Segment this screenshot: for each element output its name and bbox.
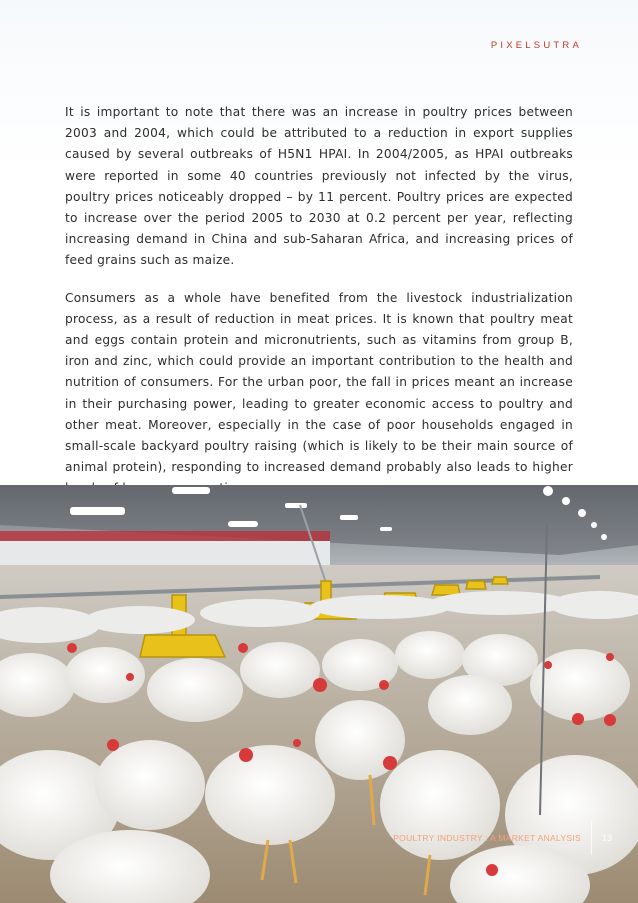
page-footer: [393, 821, 612, 855]
brand-name: PIXELSUTRA: [490, 40, 582, 51]
paragraph-2: Consumers as a whole have benefited from the livestock industrialization process, as a result of reduction in meat prices. It is known that poultry meat and eggs contain protein and micronutrients, such as vitamins from group B, iron and zinc, which could provide an important contribution to the health and nutrition of consumers. For the urban poor, the fall in prices meant an increase in their purchasing power, leading to greater economic access to poultry and other meat. Moreover, especially in the case of poor households engaged in small-scale backyard poultry raising (which is likely to be their main source of animal protein), responding to increased demand probably also leads to higher: [65, 290, 573, 475]
paragraph-1: It is important to note that there was an increase in poultry prices between 2003 and 2004, which could be attributed to a reduction in export supplies caused by several outbreaks of H5N1 HPAI. In 2004/2005, as HPAI outbreaks were reported in some 40 countries previously not infected by the virus, poultry prices noticeably dropped – by 11 percent. Poultry prices are expected to increase over the period 2005 to 2030 at 0.2 percent per year, reflecting increasing demand in China and sub-Saharan Africa, and increasing prices of feed grains such as maize.: [65, 105, 573, 268]
page-number: 13: [601, 833, 612, 843]
footer-title: POULTRY INDUSTRY : A MARKET ANALYSIS: [393, 833, 581, 843]
body-text: [65, 102, 573, 516]
footer-divider: [591, 821, 592, 855]
